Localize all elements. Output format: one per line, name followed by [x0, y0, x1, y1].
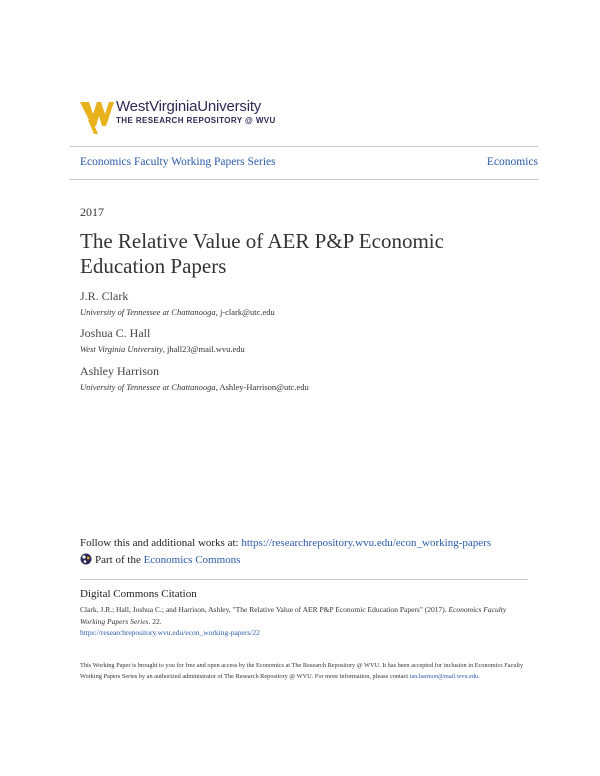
- flying-wv-icon: [80, 102, 114, 134]
- affiliation-name: University of Tennessee at Chattanooga: [80, 382, 216, 392]
- affiliation-name: West Virginia University: [80, 344, 163, 354]
- citation-divider: [80, 579, 528, 580]
- author-block: [80, 326, 540, 354]
- follow-label: Follow this and additional works at:: [80, 537, 239, 549]
- author-affiliation: University of Tennessee at Chattanooga, j-clark@utc.edu: [80, 307, 275, 317]
- contact-email-link[interactable]: ian.harmon@mail.wvu.edu: [409, 673, 479, 680]
- economics-commons-link[interactable]: Economics Commons: [143, 554, 241, 566]
- footer-notice: [80, 660, 530, 682]
- part-of-line: [80, 553, 240, 568]
- header-divider: [70, 146, 538, 147]
- citation-number: . 22.: [148, 616, 162, 626]
- citation-url-link[interactable]: https://researchrepository.wvu.edu/econ_working-papers/22: [80, 628, 260, 637]
- logo-title: WestVirginiaUniversity: [116, 98, 262, 115]
- follow-line: [80, 537, 491, 549]
- citation-body: Clark, J.R.; Hall, Joshua C.; and Harrison, Ashley, "The Relative Value of AER P&P Economic Education Papers" (2017).: [80, 605, 447, 614]
- footer-end: .: [478, 673, 480, 680]
- repository-url-link[interactable]: https://researchrepository.wvu.edu/econ_working-papers: [241, 537, 492, 549]
- author-email[interactable]: jhall23@mail.wvu.edu: [167, 344, 245, 354]
- author-affiliation: West Virginia University, jhall23@mail.wvu.edu: [80, 344, 245, 354]
- author-email[interactable]: Ashley-Harrison@utc.edu: [219, 382, 309, 392]
- author-email[interactable]: j-clark@utc.edu: [219, 307, 275, 317]
- citation-text: [80, 604, 530, 639]
- author-name: Joshua C. Hall: [80, 326, 151, 340]
- author-block: [80, 364, 540, 392]
- department-link[interactable]: Economics: [486, 156, 538, 168]
- publication-year: 2017: [80, 205, 104, 219]
- affiliation-name: University of Tennessee at Chattanooga: [80, 307, 216, 317]
- wvu-logo[interactable]: [80, 98, 310, 138]
- footer-text: This Working Paper is brought to you for free and open access by the Economics at The Research Repository @ WVU. It has been accepted for inclusion in Economics Faculty Working Papers Series by an authorized administrator of The Research Repository @ WVU. For more information, please contact: [80, 662, 524, 680]
- author-affiliation: University of Tennessee at Chattanooga, Ashley-Harrison@utc.edu: [80, 382, 309, 392]
- logo-subtitle: THE RESEARCH REPOSITORY @ WVU: [116, 116, 276, 125]
- series-link[interactable]: Economics Faculty Working Papers Series: [80, 156, 276, 168]
- paper-title: The Relative Value of AER P&P Economic Education Papers: [80, 229, 444, 278]
- author-name: Ashley Harrison: [80, 364, 159, 378]
- author-name: J.R. Clark: [80, 289, 129, 303]
- citation-series: Economics Faculty Working Papers Series: [80, 605, 507, 626]
- part-of-label: Part of the: [95, 554, 141, 566]
- author-block: [80, 289, 540, 317]
- nav-divider: [70, 179, 538, 180]
- citation-heading: Digital Commons Citation: [80, 588, 197, 600]
- commons-network-icon: [80, 553, 92, 568]
